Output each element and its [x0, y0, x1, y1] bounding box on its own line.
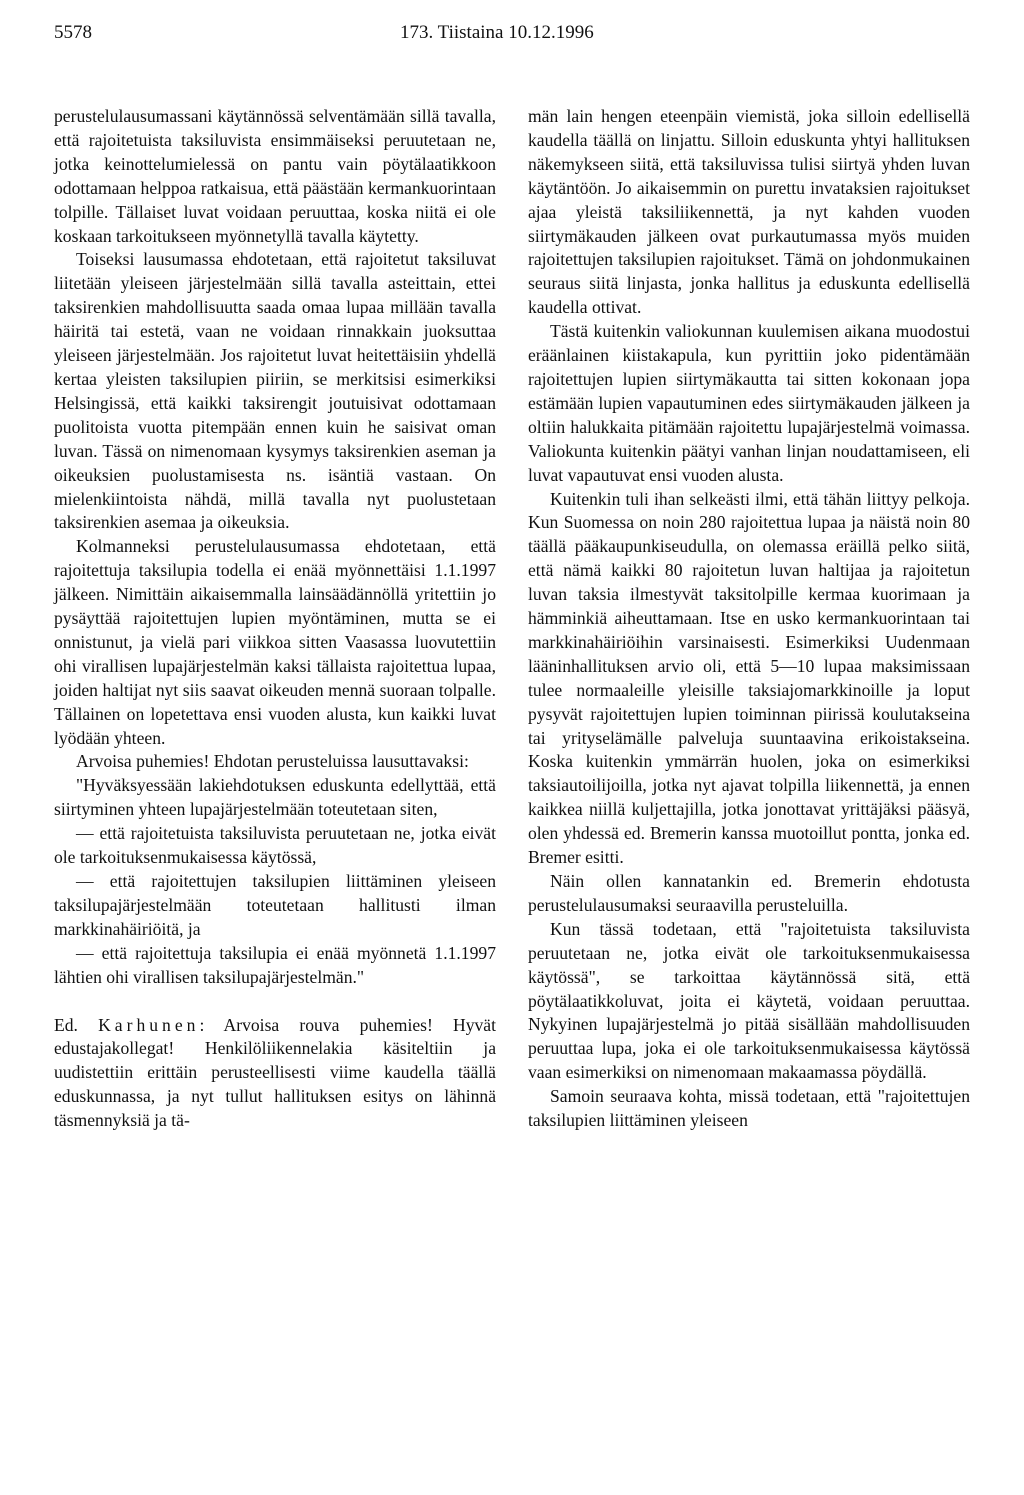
paragraph: Toiseksi lausumassa ehdotetaan, että rajoitetut taksiluvat liitetään yleiseen järjestelmään sillä tavalla asteittain, ettei taksirenkien mahdollisuutta saada omaa lupaa millään tavalla häiritä tai estetä, vaan ne voidaan rinnakkain juoksuttaa yleiseen järjestelmään. Jos rajoitetut luvat heitettäisiin yhdellä kertaa yleisten taksilupien piiriin, se merkitsisi esimerkiksi Helsingissä, että kaikki taksirengit joutuisivat odottamaan puolitoista vuotta pitempään ennen kuin he saisivat oman luvan. Tässä on nimenomaan kysymys taksirenkien aseman ja oikeuksien puolustamisesta ns. isäntiä vastaan. On mielenkiintoista nähdä, millä tavalla nyt puolustetaan taksirenkien asemaa ja oikeuksia. [54, 249, 496, 533]
speaker-name: Karhunen [98, 1014, 200, 1035]
running-head: 173. Tiistaina 10.12.1996 [400, 22, 594, 43]
paragraph: Kuitenkin tuli ihan selkeästi ilmi, että tähän liittyy pelkoja. Kun Suomessa on noin 280 rajoitettua lupaa ja näistä noin 80 täällä pääkaupunkiseudulla, on olemassa eräillä pelko siitä, että nämä kaikki 80 rajoitetun luvan haltijaa ja rajoitetun luvan taksia ilmestyvät taksitolpille kermaa kuorimaan ja hämminkiä aiheuttamaan. Itse en usko kermankuorintaan tai markkinahäiriöihin varsinaisesti. Esimerkiksi Uudenmaan lääninhallituksen arvio oli, että 5—10 lupaa maksimissaan tulee normaaleille yleisille taksiajomarkkinoille ja loput pysyvät rajoitettujen lupien toiminnan piirissä koulutakseina tai yrityselämälle palveluja suuntaavina erikoistakseina. Koska kuitenkin ymmärrän huolen, joka on esimerkiksi taksiautoilijoilla, jotka nyt ajavat tolpilla liikennettä, ja ennen kaikkea niillä kuljettajilla, jotka jonottavat yrittäjäksi pääsyä, olen yhdessä ed. Bremerin kanssa muotoillut pontta, jonka ed. Bremer esitti. [528, 488, 970, 868]
page-header [54, 22, 970, 48]
speaker-paragraph [54, 1014, 496, 1134]
page-number: 5578 [54, 22, 92, 43]
paragraph: Kun tässä todetaan, että "rajoitetuista taksiluvista peruutetaan ne, jotka eivät ole tarkoituksenmukaisessa käytössä", se tarkoittaa käytännössä sitä, että pöytälaatikkoluvat, joita ei käytetä, voidaan peruuttaa. Nykyinen lupajärjestelmä jo pitää sisällään mahdollisuuden peruuttaa lupa, joka ei ole tarkoituksenmukaisessa käytössä vaan esimerkiksi on nimenomaan makaamassa pöydällä. [528, 918, 970, 1083]
paragraph: Tästä kuitenkin valiokunnan kuulemisen aikana muodostui eräänlainen kiistakapula, kun pyrittiin joko pidentämään rajoitettujen lupien siirtymäkautta tai sitten kokonaan jopa estämään lupien vapautuminen edes siirtymäkauden jälkeen ja oltiin halukkaita pitämään rajoitettu lupajärjestelmä voimassa. Valiokunta kuitenkin päätyi vanhan linjan noudattamiseen, eli luvat vapautuvat ensi vuoden alusta. [528, 321, 970, 485]
speaker-text: : Arvoisa rouva puhemies! Hyvät edustajakollegat! Henkilöliikennelakia käsiteltiin ja uudistettiin erittäin perusteellisesti viime kaudella täällä eduskunnassa, ja nyt tullut hallituksen esitys on lähinnä täsmennyksiä ja tä- [54, 1014, 496, 1131]
paragraph: Kolmanneksi perustelulausumassa ehdotetaan, että rajoitettuja taksilupia todella ei enää myönnettäisi 1.1.1997 jälkeen. Nimittäin aikaisemmalla lainsäädännöllä yritettiin jo pysäyttää rajoitettujen lupien myöntäminen, mutta se ei onnistunut, ja vielä pari viikkoa sitten Vaasassa luovutettiin ohi virallisen lupajärjestelmän kaksi tällaista rajoitettua lupaa, joiden haltijat nyt siis saavat oikeuden mennä suoraan tolpalle. Tällainen on lopetettava ensi vuoden alusta, kun kaikki luvat lyödään yhteen. [54, 536, 496, 748]
left-column [54, 105, 496, 1133]
paragraph: Arvoisa puhemies! Ehdotan perusteluissa lausuttavaksi: [76, 751, 469, 772]
right-column [528, 105, 970, 1133]
motion-item: — että rajoitettuja taksilupia ei enää myönnetä 1.1.1997 lähtien ohi virallisen taksilupajärjestelmän." [54, 942, 496, 987]
speaker-prefix: Ed. [54, 1014, 99, 1035]
paragraph: perustelulausumassani käytännössä selventämään sillä tavalla, että rajoitetuista taksiluvista ensimmäiseksi peruutetaan ne, jotka keinottelumielessä on pantu vain pöytälaatikkoon odottamaan helppoa ratkaisua, että päästään kermankuorintaan tolpille. Tällaiset luvat voidaan peruuttaa, koska niitä ei ole koskaan tarkoitukseen myönnetyllä tavalla käytetty. [54, 106, 496, 246]
paragraph: Näin ollen kannatankin ed. Bremerin ehdotusta perustelulausumaksi seuraavilla perusteluilla. [528, 871, 970, 915]
paragraph: män lain hengen eteenpäin viemistä, joka silloin edellisellä kaudella täällä on linjattu. Silloin eduskunta yhtyi hallituksen näkemykseen siitä, että taksiluvissa tulisi siirtyä yhden luvan käytäntöön. Jo aikaisemmin on purettu invataksien rajoitukset ajaa yleistä taksiliikennettä, ja nyt kahden vuoden siirtymäkauden jälkeen ovat purkautumassa myös muiden rajoitettujen taksilupien rajoitukset. Tämä on johdonmukainen seuraus siitä linjasta, jonka hallitus ja eduskunta edellisellä kaudella ottivat. [528, 106, 970, 318]
quoted-motion: "Hyväksyessään lakiehdotuksen eduskunta edellyttää, että siirtyminen yhteen lupajärjestelmään toteutetaan siten, [54, 775, 496, 820]
motion-item: — että rajoitetuista taksiluvista peruutetaan ne, jotka eivät ole tarkoituksenmukaisessa käytössä, [54, 823, 496, 868]
paragraph: Samoin seuraava kohta, missä todetaan, että "rajoitettujen taksilupien liittäminen yleiseen [528, 1086, 970, 1131]
motion-item: — että rajoitettujen taksilupien liittäminen yleiseen taksilupajärjestelmään toteutetaan hallitusti ilman markkinahäiriöitä, ja [54, 871, 496, 939]
